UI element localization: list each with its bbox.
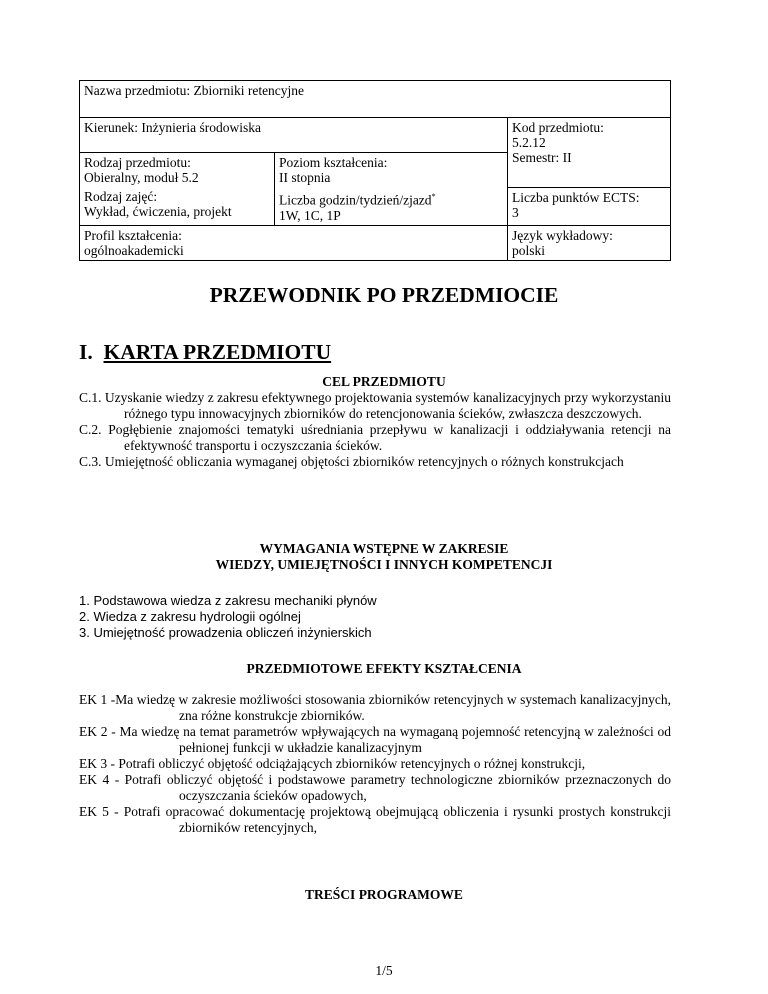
classes-value: Wykład, ćwiczenia, projekt [84,204,232,219]
language-cell [508,225,671,260]
outcome-item: EK 4 - Potrafi obliczyć objętość i podstawowe parametry technologiczne zbiorników przeznaczonych do oczyszczania ścieków opadowych, [79,772,671,803]
outcome-item: EK 2 - Ma wiedzę na temat parametrów wpływających na wymaganą pojemność retencyjną w zależności od pełnionej funkcji w układzie kanalizacyjnym [79,724,671,755]
hours-cell [275,187,508,225]
language-value: polski [512,242,546,258]
language-label: Język wykładowy: [512,227,613,243]
level-cell [275,153,508,188]
page-number: 1/5 [375,963,393,978]
requirements-list [79,593,377,641]
section-number: I. [79,340,93,364]
requirements-heading-line1: WYMAGANIA WSTĘPNE W ZAKRESIE [259,541,509,556]
profile-cell [80,225,508,260]
ects-label: Liczba punktów ECTS: [512,189,640,205]
hours-label: Liczba godzin/tydzień/zjazd [279,192,432,208]
requirements-heading-line2: WIEDZY, UMIEJĘTNOŚCI I INNYCH KOMPETENCJI [215,557,553,572]
ects-value: 3 [512,204,519,220]
level-value: II stopnia [279,170,331,185]
goals-list [79,390,671,470]
guide-title: PRZEWODNIK PO PRZEDMIOCIE [209,283,559,307]
section-name: KARTA PRZEDMIOTU [103,340,332,364]
goal-item: C.1. Uzyskanie wiedzy z zakresu efektywnego projektowania systemów kanalizacyjnych przy wykorzystaniu różnego typu innowacyjnych zbiorników do retencjonowania ścieków, zwłaszcza deszczowych. [79,390,671,421]
section-title [79,340,331,365]
level-label: Poziom kształcenia: [279,155,388,170]
goal-item: C.3. Umiejętność obliczania wymaganej objętości zbiorników retencyjnych o różnych konstrukcjach [79,454,624,469]
subject-cell [80,81,671,118]
field-cell [80,118,508,153]
requirement-item: 2. Wiedza z zakresu hydrologii ogólnej [79,609,301,624]
subject-name: Nazwa przedmiotu: Zbiorniki retencyjne [84,83,305,98]
hours-footnote-mark: * [431,192,436,201]
profile-label: Profil kształcenia: [84,227,182,243]
outcome-item: EK 3 - Potrafi obliczyć objętość odciążających zbiorników retencyjnych o różnej konstrukcji, [79,756,586,771]
type-value: Obieralny, moduł 5.2 [84,170,199,185]
ects-cell [508,187,671,225]
outcome-item: EK 5 - Potrafi opracować dokumentację projektową obejmującą obliczenia i rysunki prostych konstrukcji zbiorników retencyjnych, [79,804,671,835]
outcomes-list [79,692,671,836]
outcome-item: EK 1 -Ma wiedzę w zakresie możliwości stosowania zbiorników retencyjnych w systemach kanalizacyjnych, zna różne konstrukcje zbiorników. [79,692,671,723]
type-label: Rodzaj przedmiotu: [84,155,191,170]
semester: Semestr: II [512,150,572,165]
goals-heading: CEL PRZEDMIOTU [322,374,446,389]
type-cell [80,153,275,188]
hours-value: 1W, 1C, 1P [279,207,341,223]
content-heading: TREŚCI PROGRAMOWE [305,887,463,902]
goal-item: C.2. Pogłębienie znajomości tematyki uśredniania przepływu w kanalizacji i oddziaływania retencji na efektywność transportu i oczyszczania ścieków. [79,422,671,453]
requirement-item: 1. Podstawowa wiedza z zakresu mechaniki płynów [79,593,377,608]
requirement-item: 3. Umiejętność prowadzenia obliczeń inżynierskich [79,625,372,640]
profile-value: ogólnoakademicki [84,242,184,258]
field-of-study: Kierunek: Inżynieria środowiska [84,120,261,135]
code-semester-cell [508,118,671,188]
outcomes-heading: PRZEDMIOTOWE EFEKTY KSZTAŁCENIA [246,661,522,676]
course-info-table [79,80,671,261]
code-label: Kod przedmiotu: [512,120,604,135]
hours-label-line [279,189,503,208]
code-value: 5.2.12 [512,135,546,150]
classes-label: Rodzaj zajęć: [84,189,158,204]
classes-cell [80,187,275,225]
